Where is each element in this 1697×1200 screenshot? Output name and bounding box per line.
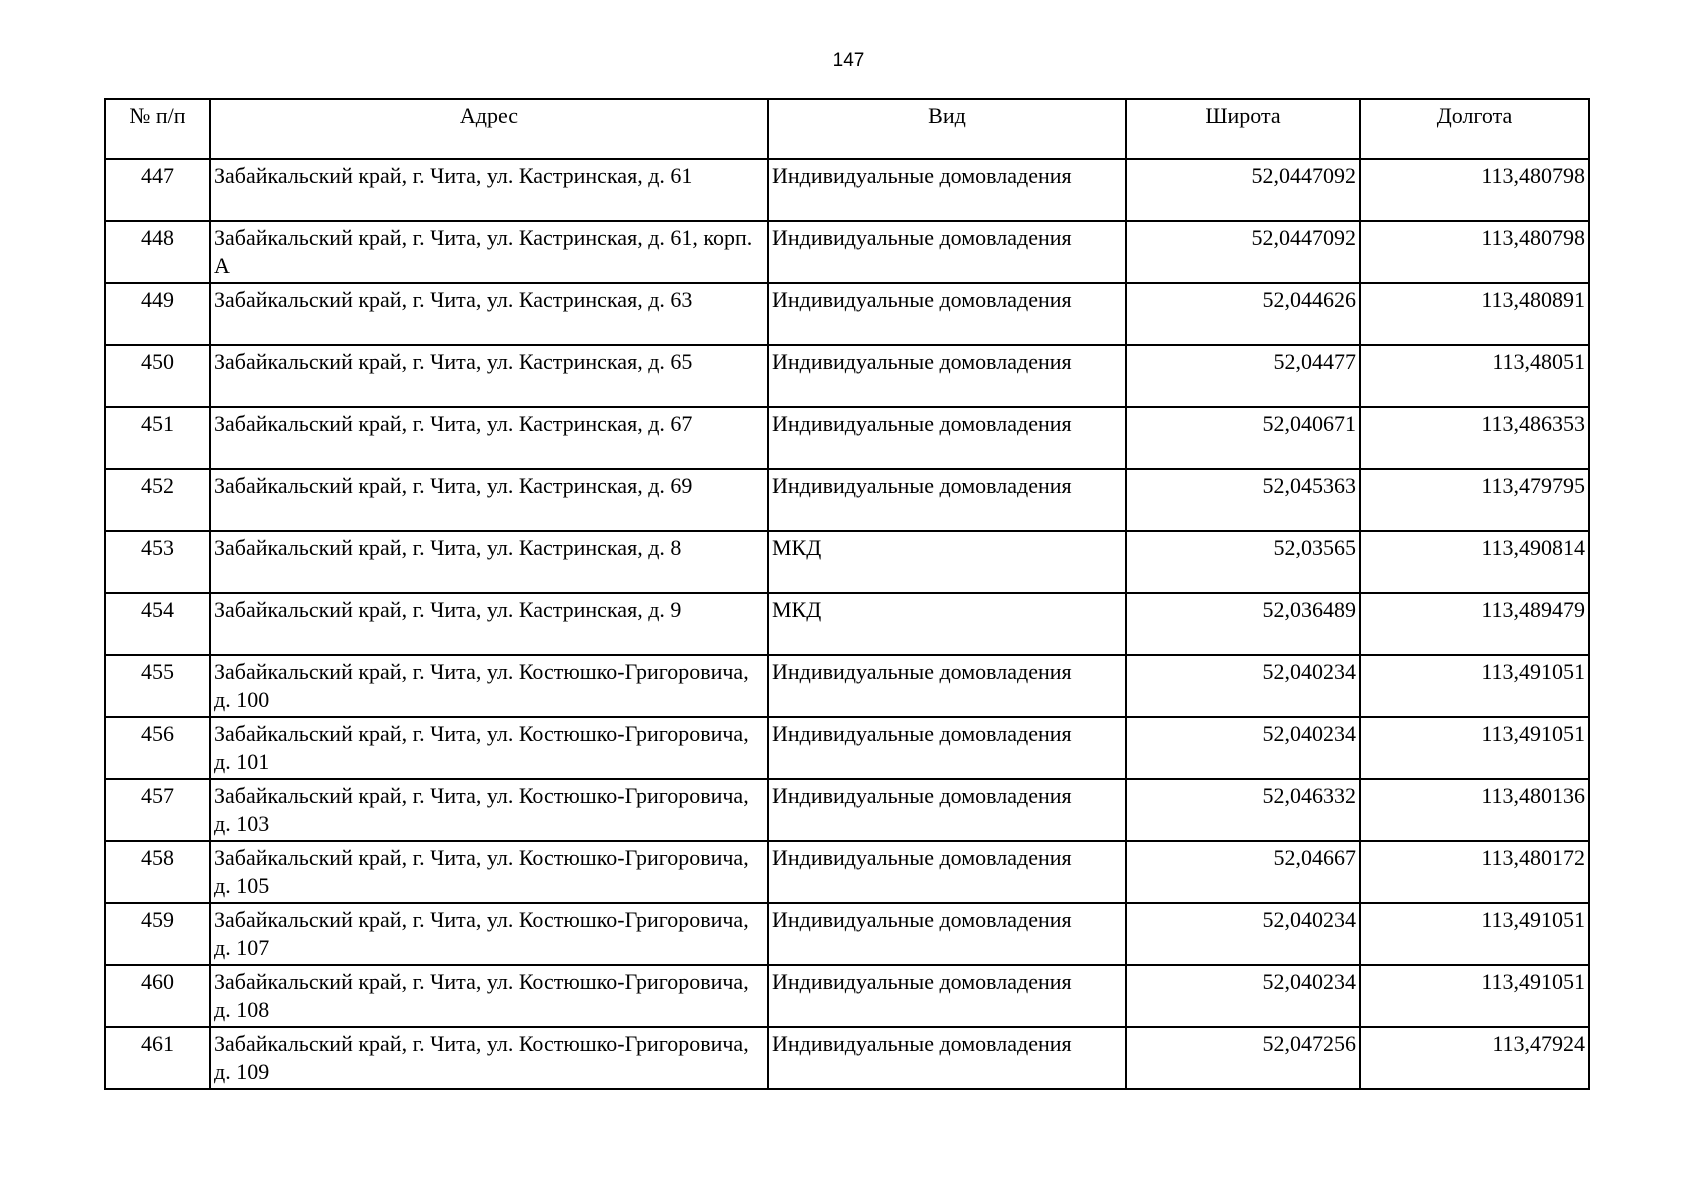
cell-address: Забайкальский край, г. Чита, ул. Костюшко-Григоровича, д. 107 (210, 903, 768, 965)
cell-longitude: 113,491051 (1360, 965, 1589, 1027)
cell-num: 455 (105, 655, 210, 717)
cell-longitude: 113,491051 (1360, 903, 1589, 965)
cell-longitude: 113,480136 (1360, 779, 1589, 841)
cell-latitude: 52,0447092 (1126, 159, 1360, 221)
cell-num: 452 (105, 469, 210, 531)
table-row (105, 779, 1589, 841)
cell-latitude: 52,046332 (1126, 779, 1360, 841)
cell-type: Индивидуальные домовладения (768, 159, 1126, 221)
cell-address: Забайкальский край, г. Чита, ул. Костюшко-Григоровича, д. 105 (210, 841, 768, 903)
cell-num: 451 (105, 407, 210, 469)
table-row (105, 345, 1589, 407)
cell-longitude: 113,480172 (1360, 841, 1589, 903)
header-latitude: Широта (1126, 99, 1360, 159)
table-row (105, 903, 1589, 965)
cell-address: Забайкальский край, г. Чита, ул. Кастринская, д. 8 (210, 531, 768, 593)
table-body (105, 159, 1589, 1089)
table-row (105, 655, 1589, 717)
cell-type: Индивидуальные домовладения (768, 841, 1126, 903)
cell-num: 454 (105, 593, 210, 655)
table-row (105, 531, 1589, 593)
cell-type: Индивидуальные домовладения (768, 469, 1126, 531)
cell-num: 461 (105, 1027, 210, 1089)
cell-longitude: 113,480798 (1360, 221, 1589, 283)
cell-type: МКД (768, 531, 1126, 593)
header-type: Вид (768, 99, 1126, 159)
cell-latitude: 52,03565 (1126, 531, 1360, 593)
cell-latitude: 52,04667 (1126, 841, 1360, 903)
cell-latitude: 52,047256 (1126, 1027, 1360, 1089)
cell-longitude: 113,479795 (1360, 469, 1589, 531)
cell-longitude: 113,480798 (1360, 159, 1589, 221)
cell-address: Забайкальский край, г. Чита, ул. Кастринская, д. 69 (210, 469, 768, 531)
cell-longitude: 113,486353 (1360, 407, 1589, 469)
cell-address: Забайкальский край, г. Чита, ул. Костюшко-Григоровича, д. 109 (210, 1027, 768, 1089)
cell-longitude: 113,47924 (1360, 1027, 1589, 1089)
cell-latitude: 52,040234 (1126, 655, 1360, 717)
cell-address: Забайкальский край, г. Чита, ул. Костюшко-Григоровича, д. 108 (210, 965, 768, 1027)
cell-num: 447 (105, 159, 210, 221)
cell-type: Индивидуальные домовладения (768, 717, 1126, 779)
cell-longitude: 113,490814 (1360, 531, 1589, 593)
cell-latitude: 52,0447092 (1126, 221, 1360, 283)
cell-type: МКД (768, 593, 1126, 655)
cell-latitude: 52,036489 (1126, 593, 1360, 655)
cell-latitude: 52,040671 (1126, 407, 1360, 469)
cell-latitude: 52,040234 (1126, 717, 1360, 779)
table-row (105, 469, 1589, 531)
cell-type: Индивидуальные домовладения (768, 221, 1126, 283)
cell-address: Забайкальский край, г. Чита, ул. Кастринская, д. 9 (210, 593, 768, 655)
cell-num: 450 (105, 345, 210, 407)
cell-address: Забайкальский край, г. Чита, ул. Кастринская, д. 63 (210, 283, 768, 345)
cell-type: Индивидуальные домовладения (768, 903, 1126, 965)
cell-num: 458 (105, 841, 210, 903)
cell-type: Индивидуальные домовладения (768, 407, 1126, 469)
cell-latitude: 52,045363 (1126, 469, 1360, 531)
table-row (105, 407, 1589, 469)
cell-type: Индивидуальные домовладения (768, 965, 1126, 1027)
table-row (105, 1027, 1589, 1089)
cell-address: Забайкальский край, г. Чита, ул. Кастринская, д. 61, корп. А (210, 221, 768, 283)
cell-num: 449 (105, 283, 210, 345)
cell-address: Забайкальский край, г. Чита, ул. Костюшко-Григоровича, д. 100 (210, 655, 768, 717)
cell-address: Забайкальский край, г. Чита, ул. Кастринская, д. 67 (210, 407, 768, 469)
cell-num: 457 (105, 779, 210, 841)
cell-type: Индивидуальные домовладения (768, 345, 1126, 407)
cell-longitude: 113,491051 (1360, 717, 1589, 779)
cell-latitude: 52,040234 (1126, 965, 1360, 1027)
table-row (105, 159, 1589, 221)
cell-latitude: 52,044626 (1126, 283, 1360, 345)
cell-num: 459 (105, 903, 210, 965)
header-row (105, 99, 1589, 159)
cell-address: Забайкальский край, г. Чита, ул. Костюшко-Григоровича, д. 101 (210, 717, 768, 779)
cell-latitude: 52,04477 (1126, 345, 1360, 407)
cell-num: 460 (105, 965, 210, 1027)
table-row (105, 221, 1589, 283)
cell-longitude: 113,48051 (1360, 345, 1589, 407)
cell-type: Индивидуальные домовладения (768, 283, 1126, 345)
header-num: № п/п (105, 99, 210, 159)
cell-num: 448 (105, 221, 210, 283)
cell-num: 453 (105, 531, 210, 593)
table-header (105, 99, 1589, 159)
cell-type: Индивидуальные домовладения (768, 779, 1126, 841)
address-registry-table (104, 98, 1590, 1090)
cell-latitude: 52,040234 (1126, 903, 1360, 965)
cell-address: Забайкальский край, г. Чита, ул. Костюшко-Григоровича, д. 103 (210, 779, 768, 841)
table-row (105, 841, 1589, 903)
table-row (105, 593, 1589, 655)
table-row (105, 283, 1589, 345)
cell-type: Индивидуальные домовладения (768, 655, 1126, 717)
cell-num: 456 (105, 717, 210, 779)
header-longitude: Долгота (1360, 99, 1589, 159)
cell-address: Забайкальский край, г. Чита, ул. Кастринская, д. 61 (210, 159, 768, 221)
table-row (105, 717, 1589, 779)
cell-longitude: 113,480891 (1360, 283, 1589, 345)
cell-longitude: 113,491051 (1360, 655, 1589, 717)
page-number: 147 (832, 50, 865, 71)
cell-type: Индивидуальные домовладения (768, 1027, 1126, 1089)
cell-address: Забайкальский край, г. Чита, ул. Кастринская, д. 65 (210, 345, 768, 407)
table-row (105, 965, 1589, 1027)
cell-longitude: 113,489479 (1360, 593, 1589, 655)
header-address: Адрес (210, 99, 768, 159)
